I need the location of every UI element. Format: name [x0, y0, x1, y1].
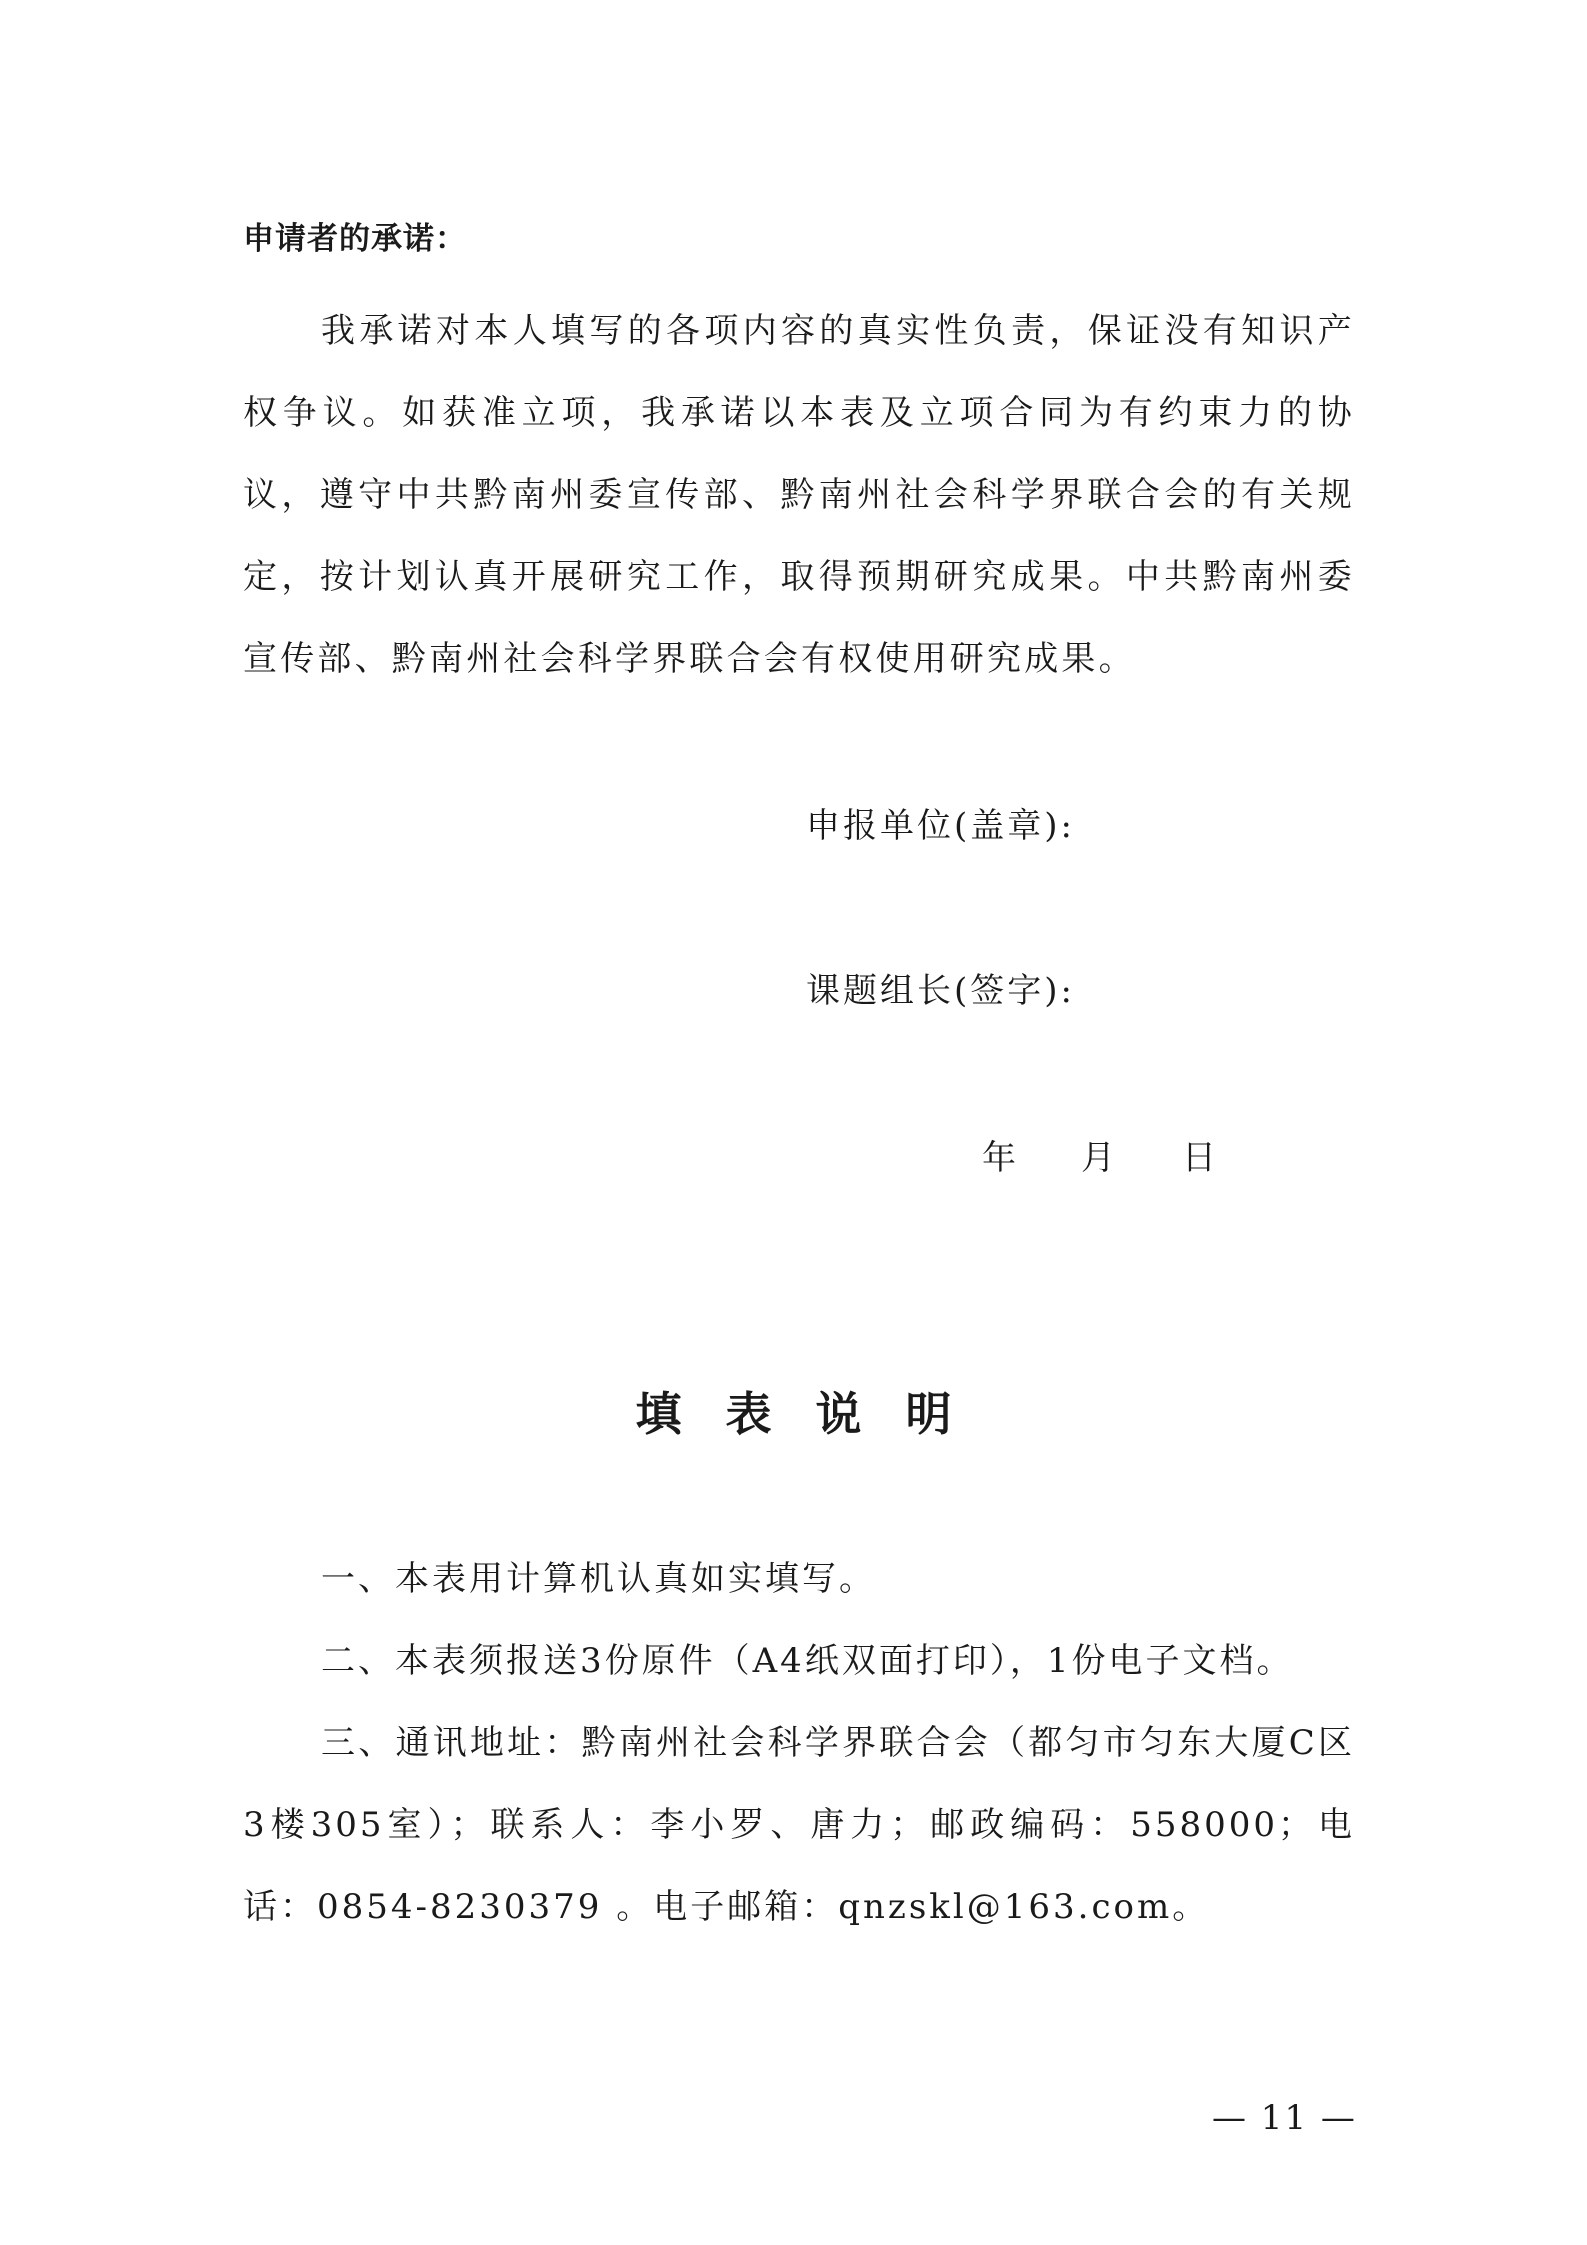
- page-number: — 11 —: [1212, 2098, 1357, 2138]
- pledge-body: 我承诺对本人填写的各项内容的真实性负责，保证没有知识产权争议。如获准立项，我承诺以本表及立项合同为有约束力的协议，遵守中共黔南州委宣传部、黔南州社会科学界联合会的有关规定，按计划认真开展研究工作，取得预期研究成果。中共黔南州委宣传部、黔南州社会科学界联合会有权使用研究成果。: [243, 311, 1355, 679]
- pledge-heading: 申请者的承诺：: [243, 221, 467, 257]
- applicant-unit-seal-label: 申报单位(盖章):: [806, 806, 1075, 846]
- date-year-label: 年: [982, 1138, 1016, 1178]
- instruction-item-3: 三、通讯地址：黔南州社会科学界联合会（都匀市匀东大厦C区3楼305室）；联系人：李小罗、唐力；邮政编码：558000；电话：0854-8230379 。电子邮箱：qnzskl@163.com。: [243, 1723, 1355, 1927]
- project-leader-signature-label: 课题组长(签字):: [806, 971, 1075, 1011]
- instruction-item-1: 一、本表用计算机认真如实填写。: [321, 1559, 876, 1599]
- date-month-label: 月: [1081, 1138, 1115, 1178]
- date-day-label: 日: [1182, 1138, 1216, 1178]
- instruction-item-2: 二、本表须报送3份原件（A4纸双面打印），1份电子文档。: [321, 1641, 1294, 1681]
- instructions-title: 填表说明: [635, 1387, 996, 1441]
